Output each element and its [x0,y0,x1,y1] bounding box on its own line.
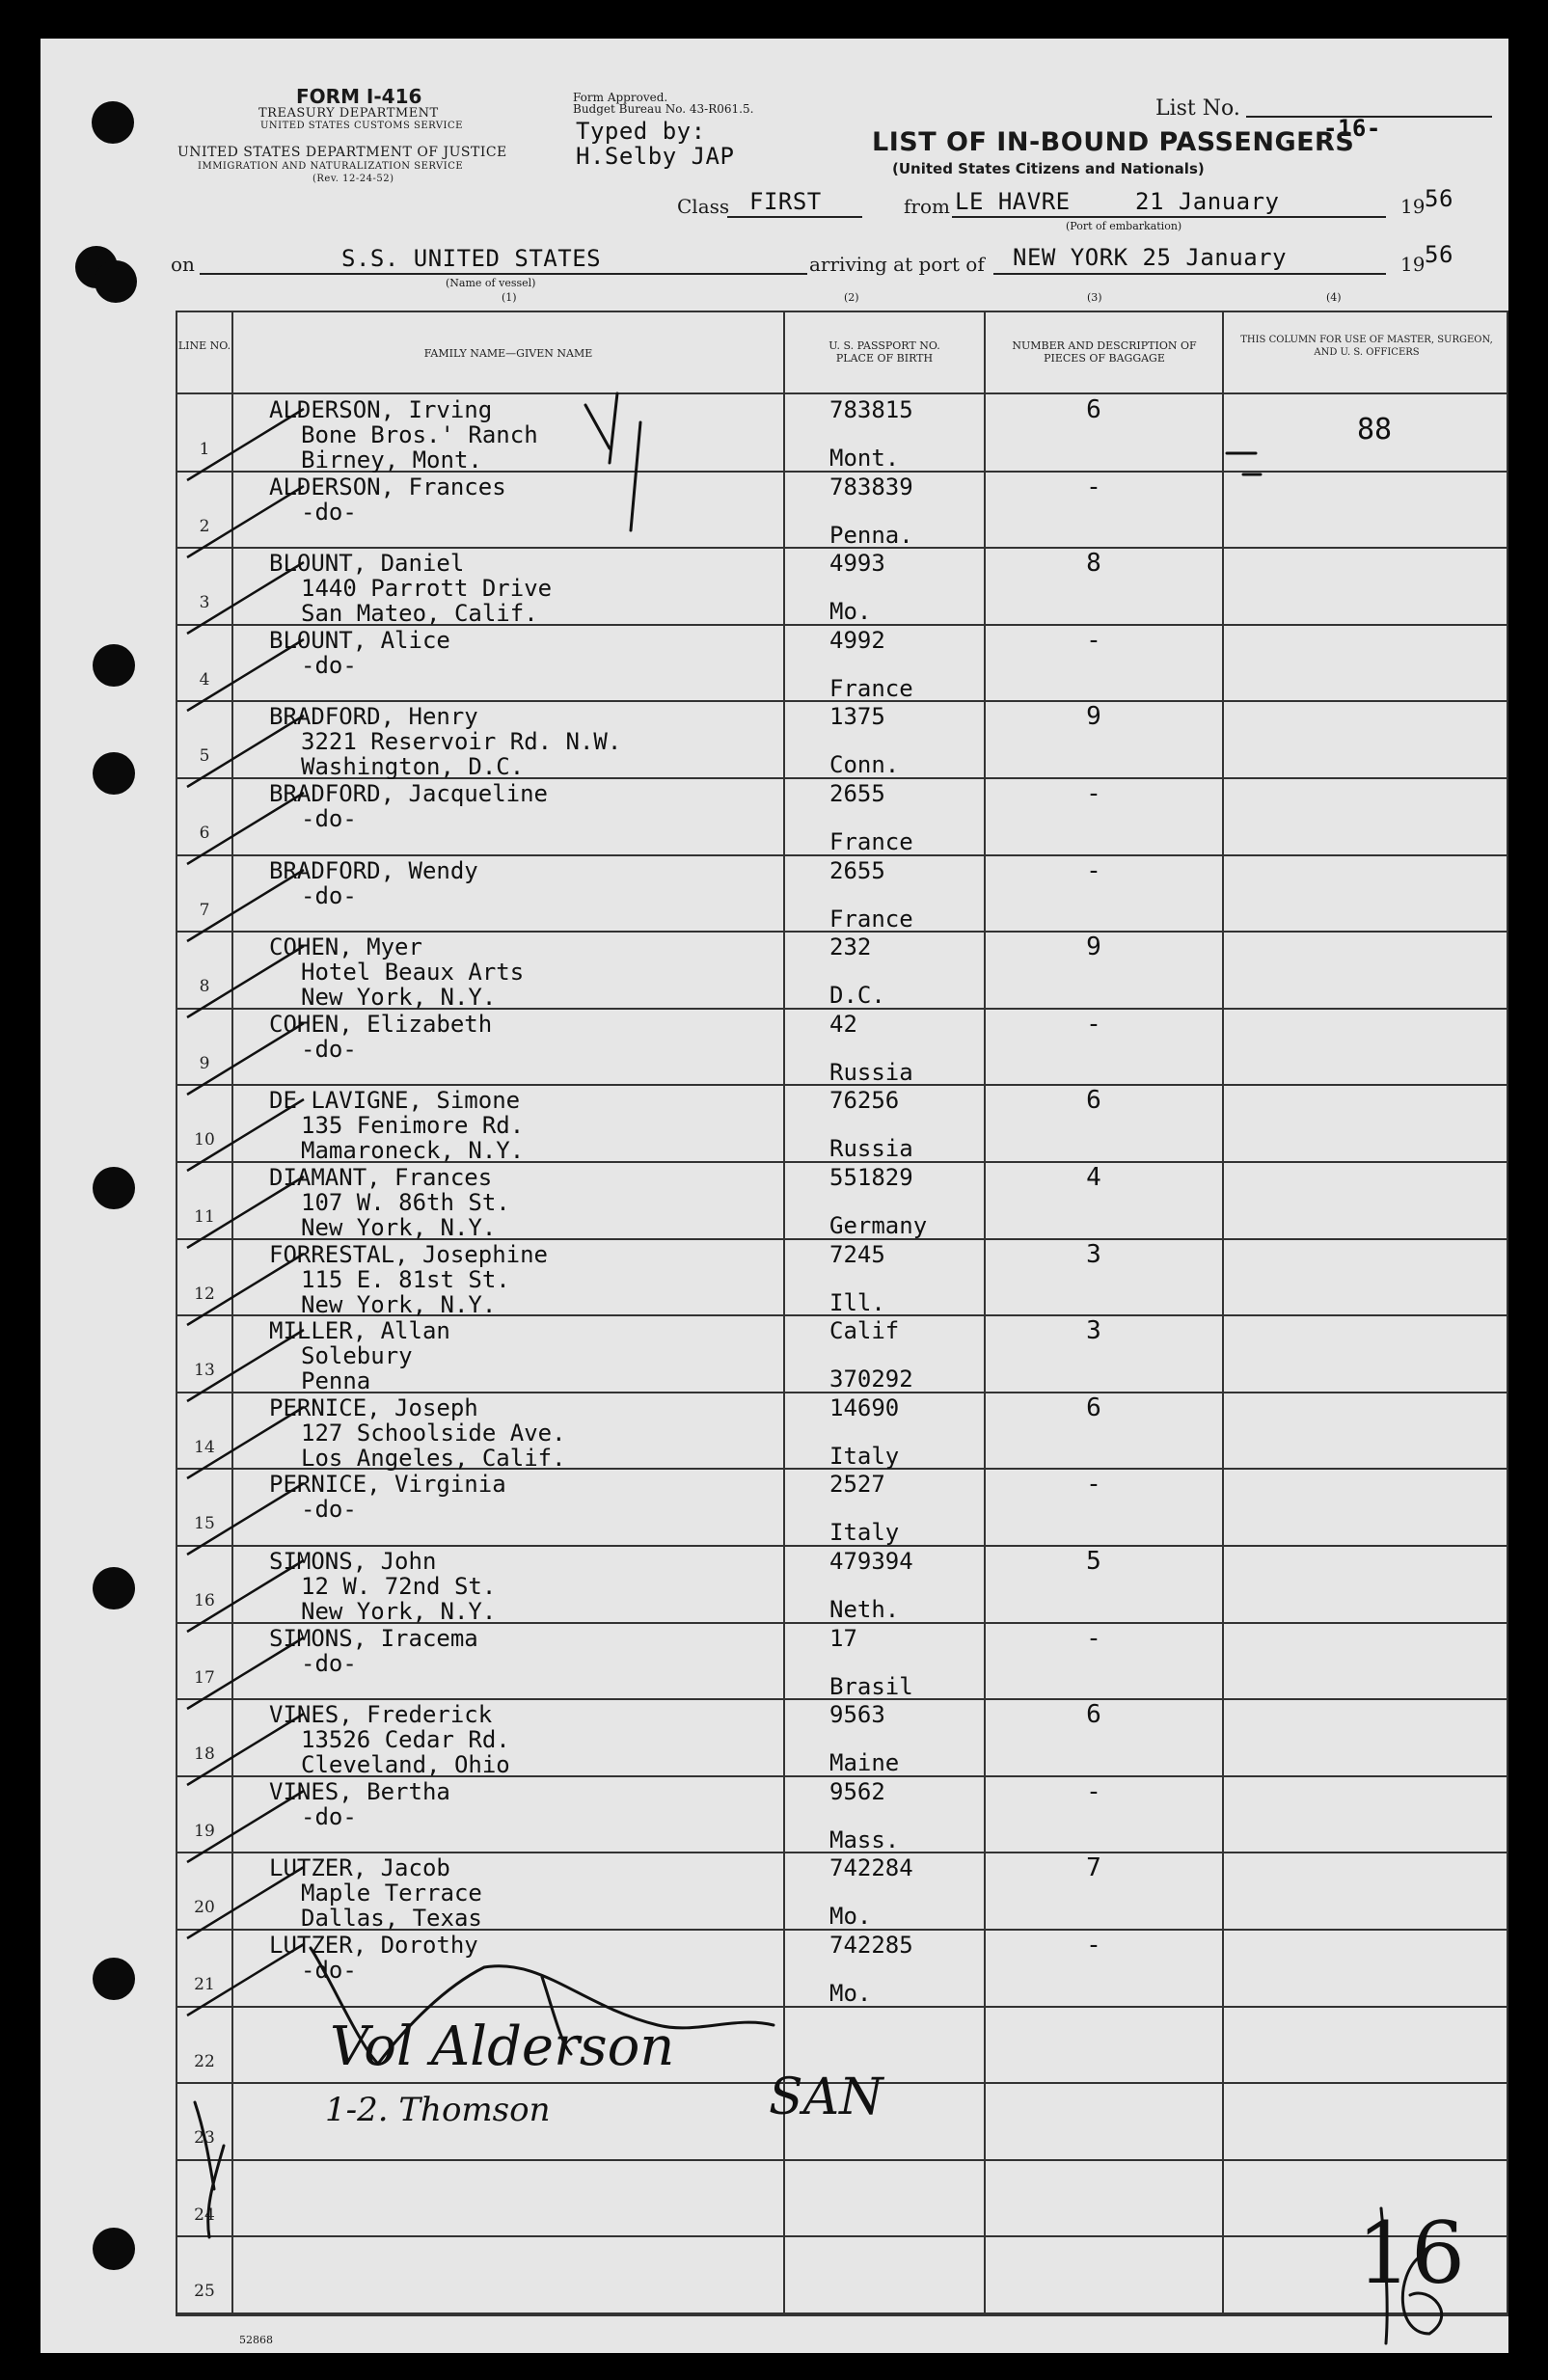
passport-number: 7245 [829,1241,885,1268]
handwritten-initials: SAN [769,2069,883,2126]
binder-hole [93,1167,135,1209]
typed-by: H.Selby JAP [576,143,735,170]
line-number: 11 [194,1207,215,1227]
passenger-name: FORRESTAL, Josephine [269,1241,548,1268]
passenger-address-1: -do- [301,805,357,832]
passenger-address-2: Washington, D.C. [301,753,525,780]
passenger-name: VINES, Frederick [269,1701,493,1728]
passenger-name: SIMONS, John [269,1548,437,1575]
passenger-name: COHEN, Myer [269,933,422,960]
passenger-name: COHEN, Elizabeth [269,1011,493,1038]
baggage-count: 5 [1086,1547,1101,1576]
passenger-name: BRADFORD, Wendy [269,857,478,884]
line-number: 23 [194,2128,215,2148]
line-number: 19 [194,1822,215,1841]
passenger-name: BRADFORD, Henry [269,703,478,730]
passenger-name: DE LAVIGNE, Simone [269,1087,521,1114]
line-number: 14 [194,1438,215,1457]
binder-hole [93,644,135,687]
handwritten-note: 1-2. Thomson [325,2091,551,2129]
col-num-2: (2) [844,291,859,304]
line-number: 6 [199,824,210,843]
document-title: LIST OF IN-BOUND PASSENGERS [872,127,1355,157]
form-approved: Form Approved. [573,91,668,104]
binder-hole [95,260,137,303]
baggage-count: 7 [1086,1853,1101,1882]
line-number: 13 [194,1361,215,1380]
passenger-address-1: 12 W. 72nd St. [301,1573,497,1600]
baggage-count: - [1086,1470,1101,1499]
baggage-count: 3 [1086,1240,1101,1269]
binder-hole [93,2228,135,2270]
passenger-address-2: Mamaroneck, N.Y. [301,1137,525,1164]
col-header-officers: THIS COLUMN FOR USE OF MASTER, SURGEON, AND U. S. OFFICERS [1240,335,1493,358]
place-of-birth: Ill. [829,1289,885,1316]
place-of-birth: Neth. [829,1596,900,1623]
passport-number: 783815 [829,396,913,423]
arriving-label: arriving at port of [809,253,985,276]
baggage-count: 9 [1086,702,1101,731]
handwritten-signature: Vol Alderson [330,2015,675,2078]
line-number: 18 [194,1744,215,1764]
col-num-4: (4) [1326,291,1342,304]
from-port: LE HAVRE [955,188,1071,215]
col-header-line-no: LINE NO. [177,339,231,352]
binder-hole [93,1567,135,1609]
passenger-address-1: -do- [301,1036,357,1063]
passenger-name: PERNICE, Joseph [269,1394,478,1421]
passport-number: 9562 [829,1778,885,1805]
baggage-count: 6 [1086,1086,1101,1115]
col-num-1: (1) [502,291,517,304]
from-year-prefix: 19 [1400,195,1426,218]
place-of-birth: Brasil [829,1673,913,1700]
place-of-birth: Italy [829,1519,900,1546]
document-page [41,39,1508,2353]
place-of-birth: Mo. [829,598,872,625]
passenger-address-1: Maple Terrace [301,1880,482,1907]
place-of-birth: Mass. [829,1826,900,1853]
passenger-address-1: -do- [301,1650,357,1677]
place-of-birth: Italy [829,1443,900,1470]
passenger-address-1: 135 Fenimore Rd. [301,1112,525,1139]
baggage-count: 6 [1086,1700,1101,1729]
passport-number: 2655 [829,780,885,807]
passenger-address-2: Dallas, Texas [301,1905,482,1932]
arrival-year: 56 [1425,241,1453,268]
line-number: 17 [194,1668,215,1688]
on-label: on [171,253,195,276]
baggage-count: - [1086,626,1101,655]
line-number: 20 [194,1898,215,1917]
from-date: 21 January [1135,188,1280,215]
passenger-address-1: Bone Bros.' Ranch [301,421,538,448]
officer-note: 88 [1357,413,1393,446]
place-of-birth: Russia [829,1135,913,1162]
dept-ins: IMMIGRATION AND NATURALIZATION SERVICE [198,161,464,172]
baggage-count: - [1086,1010,1101,1039]
class-value: FIRST [749,188,822,215]
line-number: 8 [199,977,210,996]
line-number: 21 [194,1975,215,1994]
passenger-name: LUTZER, Jacob [269,1854,450,1881]
baggage-count: - [1086,856,1101,885]
list-no-label: List No. [1155,96,1240,121]
passenger-name: LUTZER, Dorothy [269,1932,478,1959]
passenger-address-1: 115 E. 81st St. [301,1266,510,1293]
place-of-birth: France [829,906,913,933]
passenger-name: BLOUNT, Daniel [269,550,465,577]
place-of-birth: Maine [829,1749,900,1776]
passenger-address-1: Hotel Beaux Arts [301,959,525,986]
baggage-count: 3 [1086,1316,1101,1345]
passenger-name: ALDERSON, Frances [269,473,506,500]
passport-number: 4992 [829,627,885,654]
line-number: 9 [199,1054,210,1073]
line-number: 1 [199,440,210,459]
line-number: 16 [194,1591,215,1610]
passenger-address-1: -do- [301,882,357,909]
passenger-name: MILLER, Allan [269,1317,450,1344]
passport-number: 551829 [829,1164,913,1191]
passenger-address-1: 3221 Reservoir Rd. N.W. [301,728,622,755]
form-number: FORM I-416 [296,85,422,108]
passenger-address-2: Los Angeles, Calif. [301,1445,566,1472]
place-of-birth: Russia [829,1059,913,1086]
place-of-birth: Conn. [829,751,900,778]
baggage-count: 4 [1086,1163,1101,1192]
arrival-year-prefix: 19 [1400,253,1426,276]
dept-customs: UNITED STATES CUSTOMS SERVICE [260,121,463,131]
line-number: 15 [194,1514,215,1533]
vessel-name: S.S. UNITED STATES [341,245,602,272]
place-of-birth: Mo. [829,1903,872,1930]
passenger-name: BLOUNT, Alice [269,627,450,654]
vessel-caption: (Name of vessel) [446,277,536,289]
passenger-address-1: 13526 Cedar Rd. [301,1726,510,1753]
passport-number: 742284 [829,1854,913,1881]
baggage-count: - [1086,1624,1101,1653]
place-of-birth: Germany [829,1212,928,1239]
dept-treasury: TREASURY DEPARTMENT [258,106,439,121]
passenger-address-1: 107 W. 86th St. [301,1189,510,1216]
passport-number: 14690 [829,1394,900,1421]
budget-bureau: Budget Bureau No. 43-R061.5. [573,102,754,116]
passenger-address-1: -do- [301,652,357,679]
form-revision: (Rev. 12-24-52) [312,174,394,184]
passenger-address-2: Cleveland, Ohio [301,1751,510,1778]
line-number: 4 [199,670,210,690]
col-header-name: FAMILY NAME—GIVEN NAME [423,347,593,360]
handwriting-strokes [41,39,1508,2353]
passenger-address-1: 127 Schoolside Ave. [301,1420,566,1447]
handwritten-page-number: 16 [1357,2204,1465,2303]
passport-number: 42 [829,1011,857,1038]
baggage-count: - [1086,473,1101,501]
baggage-count: 9 [1086,933,1101,961]
binder-hole [93,752,135,795]
baggage-count: - [1086,779,1101,808]
col-header-passport: U. S. PASSPORT NO. PLACE OF BIRTH [828,339,940,365]
passenger-address-1: -do- [301,1957,357,1984]
col-header-baggage: NUMBER AND DESCRIPTION OF PIECES OF BAGGAGE [1012,339,1197,365]
line-number: 7 [199,901,210,920]
place-of-birth: Mont. [829,445,900,472]
passenger-address-2: New York, N.Y. [301,1291,497,1318]
passenger-address-2: New York, N.Y. [301,1214,497,1241]
passenger-address-1: 1440 Parrott Drive [301,575,553,602]
from-label: from [904,195,950,218]
baggage-count: - [1086,1931,1101,1960]
passport-number: 742285 [829,1932,913,1959]
col-num-3: (3) [1087,291,1102,304]
line-number: 2 [199,517,210,536]
place-of-birth: Penna. [829,522,913,549]
line-number: 3 [199,593,210,612]
passenger-address-2: San Mateo, Calif. [301,600,538,627]
line-number: 12 [194,1285,215,1304]
passenger-address-1: -do- [301,499,357,526]
baggage-count: 6 [1086,395,1101,424]
passenger-address-1: -do- [301,1496,357,1523]
place-of-birth: France [829,828,913,855]
passenger-name: BRADFORD, Jacqueline [269,780,548,807]
form-code: 52868 [239,2334,273,2346]
passenger-address-1: -do- [301,1803,357,1830]
passport-number: 2527 [829,1471,885,1498]
passport-number: Calif [829,1317,900,1344]
passenger-address-1: Solebury [301,1342,413,1369]
place-of-birth: 370292 [829,1366,913,1393]
arrival-port-date: NEW YORK 25 January [1013,244,1288,271]
binder-hole [93,1958,135,2000]
typed-by-label: Typed by: [576,118,706,145]
passenger-name: VINES, Bertha [269,1778,450,1805]
passport-number: 2655 [829,857,885,884]
line-number: 22 [194,2052,215,2071]
line-number: 24 [194,2205,215,2225]
passport-number: 17 [829,1625,857,1652]
passport-number: 232 [829,933,872,960]
passenger-address-2: New York, N.Y. [301,1598,497,1625]
baggage-count: 8 [1086,549,1101,578]
passenger-name: ALDERSON, Irving [269,396,493,423]
passport-number: 9563 [829,1701,885,1728]
baggage-count: 6 [1086,1393,1101,1422]
line-number: 10 [194,1130,215,1149]
passport-number: 479394 [829,1548,913,1575]
baggage-count: - [1086,1777,1101,1806]
list-no: -16- [1323,115,1381,142]
passenger-name: SIMONS, Iracema [269,1625,478,1652]
place-of-birth: D.C. [829,982,885,1009]
dept-justice: UNITED STATES DEPARTMENT OF JUSTICE [177,145,507,160]
passenger-address-2: Penna [301,1367,371,1394]
passenger-address-2: Birney, Mont. [301,446,482,473]
passenger-name: DIAMANT, Frances [269,1164,493,1191]
document-subtitle: (United States Citizens and Nationals) [892,160,1205,177]
passport-number: 76256 [829,1087,900,1114]
line-number: 5 [199,746,210,766]
line-number: 25 [194,2282,215,2301]
place-of-birth: Mo. [829,1980,872,2007]
passenger-address-2: New York, N.Y. [301,984,497,1011]
passport-number: 4993 [829,550,885,577]
passport-number: 1375 [829,703,885,730]
class-label: Class [677,195,730,218]
from-year: 56 [1425,185,1453,212]
passenger-name: PERNICE, Virginia [269,1471,506,1498]
binder-hole [92,101,134,144]
passport-number: 783839 [829,473,913,500]
port-caption: (Port of embarkation) [1066,220,1182,232]
place-of-birth: France [829,675,913,702]
